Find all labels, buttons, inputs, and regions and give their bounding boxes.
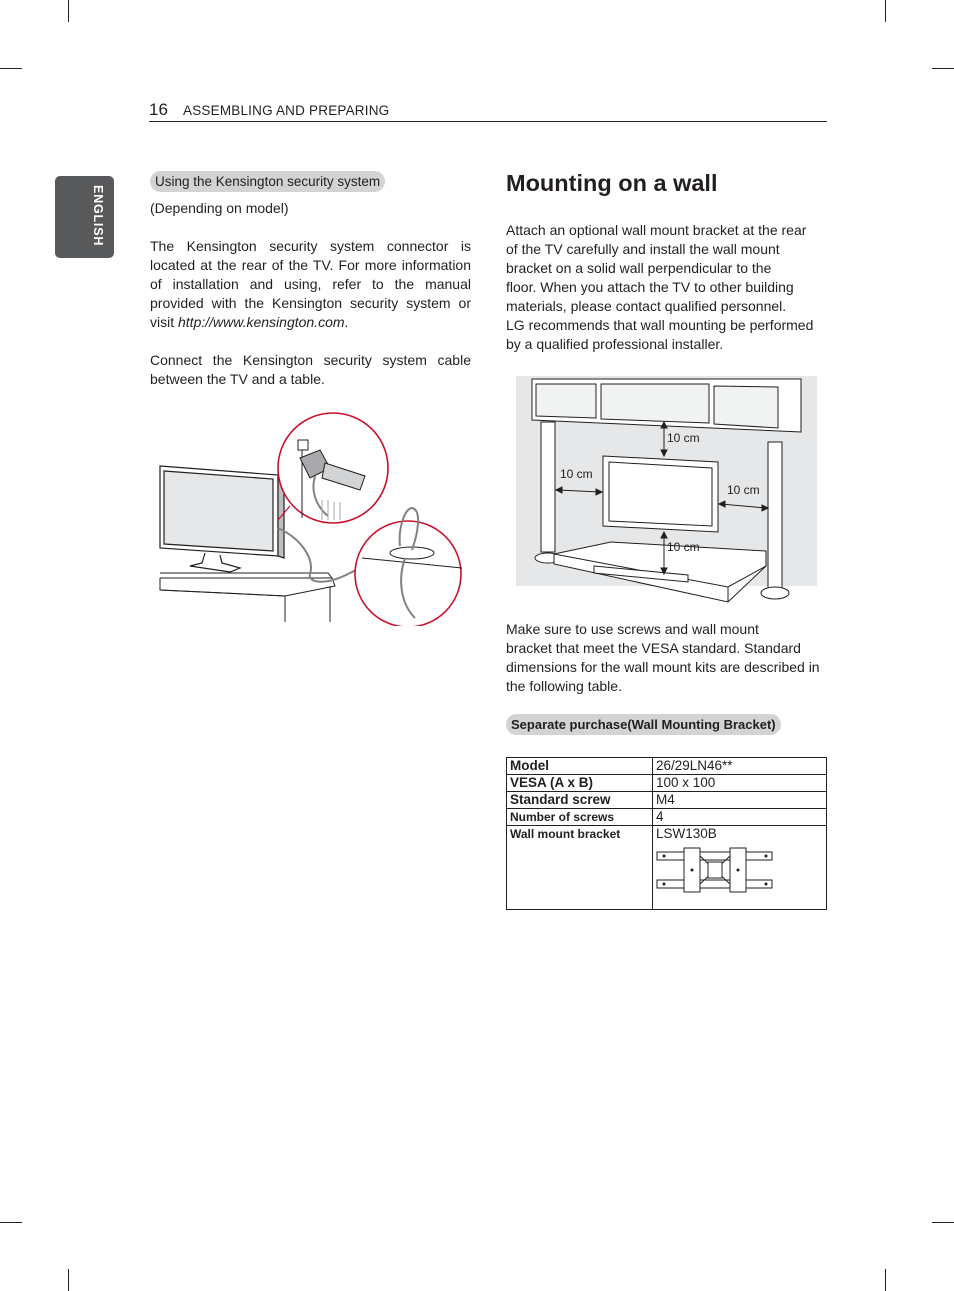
language-tab-label: ENGLISH bbox=[91, 185, 105, 247]
mounting-intro-line: floor. When you attach the TV to other building bbox=[506, 279, 794, 295]
row-value: 26/29LN46** bbox=[653, 758, 827, 775]
row-label: Wall mount bracket bbox=[507, 826, 653, 910]
row-label: VESA (A x B) bbox=[507, 775, 653, 792]
kensington-heading: Using the Kensington security system bbox=[150, 171, 385, 192]
mounting-intro-line: LG recommends that wall mounting be performed bbox=[506, 317, 814, 333]
row-label: Standard screw bbox=[507, 792, 653, 809]
crop-mark bbox=[932, 1222, 954, 1223]
language-tab bbox=[55, 176, 114, 258]
mounting-intro-line: of the TV carefully and install the wall mount bbox=[506, 241, 780, 257]
clearance-label-right: 10 cm bbox=[727, 483, 760, 497]
bracket-cell bbox=[653, 826, 827, 910]
mounting-intro bbox=[506, 221, 828, 354]
clearance-label-left: 10 cm bbox=[560, 467, 593, 481]
tv-illustration bbox=[160, 466, 284, 572]
header-rule bbox=[149, 121, 827, 122]
kensington-link[interactable]: http://www.kensington.com bbox=[178, 314, 345, 330]
crop-mark bbox=[885, 0, 886, 22]
clearance-label-top: 10 cm bbox=[667, 431, 700, 445]
vesa-line: dimensions for the wall mount kits are described in bbox=[506, 659, 820, 675]
row-value: M4 bbox=[653, 792, 827, 809]
purchase-heading: Separate purchase(Wall Mounting Bracket) bbox=[506, 714, 781, 735]
row-label: Model bbox=[507, 758, 653, 775]
row-value: LSW130B bbox=[656, 826, 717, 841]
vesa-paragraph bbox=[506, 620, 828, 696]
spec-table bbox=[506, 757, 827, 910]
kensington-illustration bbox=[150, 408, 470, 626]
wall-mount-diagram bbox=[516, 376, 817, 605]
mounting-intro-line: materials, please contact qualified personnel. bbox=[506, 298, 787, 314]
row-value: 4 bbox=[653, 809, 827, 826]
crop-mark bbox=[0, 1222, 22, 1223]
kensington-paragraph-1 bbox=[150, 237, 471, 332]
kensington-paragraph-1-end: . bbox=[344, 314, 349, 330]
table-illustration bbox=[160, 573, 335, 622]
mounting-intro-line: bracket on a solid wall perpendicular to the bbox=[506, 260, 772, 276]
mounting-intro-line: by a qualified professional installer. bbox=[506, 336, 724, 352]
row-label: Number of screws bbox=[507, 809, 653, 826]
kensington-paragraph-1-text: The Kensington security system connector is located at the rear of the TV. For more information of installation and using, refer to the manual provided with the Kensington security system or visit bbox=[150, 238, 471, 330]
page-number: 16 bbox=[149, 100, 168, 119]
vesa-line: Make sure to use screws and wall mount bbox=[506, 621, 759, 637]
table-row bbox=[507, 792, 827, 809]
table-row bbox=[507, 826, 827, 910]
crop-mark bbox=[68, 0, 69, 22]
table-row bbox=[507, 809, 827, 826]
kensington-note: (Depending on model) bbox=[150, 200, 289, 216]
row-value: 100 x 100 bbox=[653, 775, 827, 792]
section-title: ASSEMBLING AND PREPARING bbox=[183, 103, 390, 118]
mounting-title: Mounting on a wall bbox=[506, 170, 718, 196]
crop-mark bbox=[0, 68, 22, 69]
clearance-label-bottom: 10 cm bbox=[667, 540, 700, 554]
vesa-line: the following table. bbox=[506, 678, 622, 694]
mounting-intro-line: Attach an optional wall mount bracket at the rear bbox=[506, 222, 807, 238]
table-row bbox=[507, 758, 827, 775]
crop-mark bbox=[932, 68, 954, 69]
crop-mark bbox=[68, 1269, 69, 1291]
table-row bbox=[507, 775, 827, 792]
kensington-paragraph-2: Connect the Kensington security system cable between the TV and a table. bbox=[150, 352, 471, 387]
wall-tv bbox=[603, 456, 718, 532]
wall-bracket-illustration bbox=[656, 846, 774, 894]
crop-mark bbox=[885, 1269, 886, 1291]
vesa-line: bracket that meet the VESA standard. Standard bbox=[506, 640, 801, 656]
